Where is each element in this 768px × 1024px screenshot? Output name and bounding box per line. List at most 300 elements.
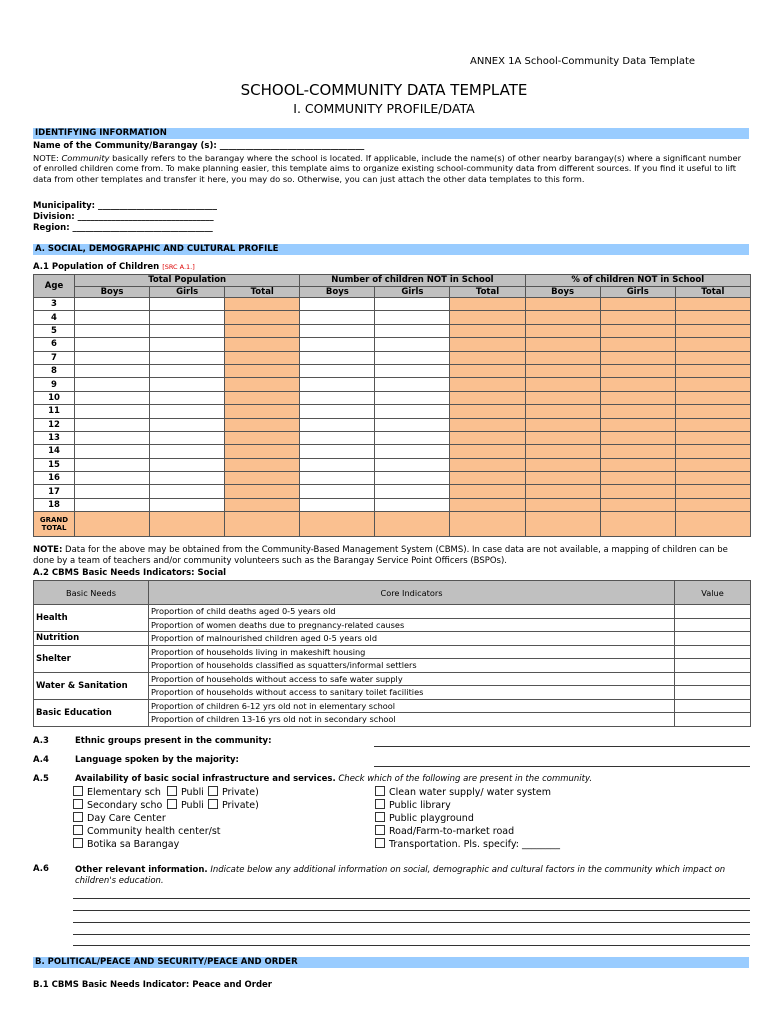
data-cell bbox=[600, 324, 675, 337]
data-cell bbox=[450, 391, 525, 404]
grand-total-cell bbox=[675, 512, 750, 537]
infrastructure-label: Elementary sch bbox=[87, 787, 161, 798]
core-indicator-cell: Proportion of households living in makeshift housing bbox=[149, 645, 675, 659]
infrastructure-label: Public playground bbox=[389, 813, 474, 824]
value-cell[interactable] bbox=[675, 713, 751, 727]
data-cell bbox=[225, 298, 300, 311]
grand-total-cell bbox=[225, 512, 300, 537]
data-cell bbox=[675, 391, 750, 404]
a1-note bbox=[33, 545, 751, 566]
age-cell: 18 bbox=[34, 498, 75, 511]
age-cell: 17 bbox=[34, 485, 75, 498]
data-cell bbox=[675, 405, 750, 418]
infrastructure-label: Road/Farm-to-market road bbox=[389, 826, 515, 837]
data-cell bbox=[225, 472, 300, 485]
core-indicator-cell: Proportion of child deaths aged 0-5 years old bbox=[149, 605, 675, 619]
data-cell[interactable] bbox=[150, 445, 225, 458]
data-cell bbox=[450, 405, 525, 418]
a5-label bbox=[75, 774, 592, 784]
data-cell bbox=[450, 378, 525, 391]
data-cell bbox=[525, 405, 600, 418]
a5-text: Availability of basic social infrastructure and services. bbox=[75, 774, 336, 784]
age-cell: 3 bbox=[34, 298, 75, 311]
grand-total-row bbox=[34, 512, 751, 537]
data-cell[interactable] bbox=[150, 485, 225, 498]
sub-header: Girls bbox=[150, 286, 225, 298]
data-cell[interactable] bbox=[150, 472, 225, 485]
grand-total-cell bbox=[525, 512, 600, 537]
data-cell[interactable] bbox=[300, 418, 375, 431]
sub-header: Total bbox=[675, 286, 750, 298]
age-row bbox=[34, 498, 751, 511]
indicator-row bbox=[34, 605, 751, 619]
grand-total-cell bbox=[600, 512, 675, 537]
grand-total-label: GRAND TOTAL bbox=[34, 512, 75, 537]
data-cell[interactable] bbox=[300, 445, 375, 458]
data-cell bbox=[525, 472, 600, 485]
data-cell bbox=[225, 324, 300, 337]
data-cell[interactable] bbox=[375, 378, 450, 391]
age-cell: 12 bbox=[34, 418, 75, 431]
infrastructure-item bbox=[73, 838, 263, 851]
note-prefix: NOTE: bbox=[33, 153, 62, 163]
data-cell[interactable] bbox=[300, 311, 375, 324]
population-table bbox=[33, 274, 751, 537]
grand-total-cell bbox=[75, 512, 150, 537]
age-cell: 15 bbox=[34, 458, 75, 471]
data-cell bbox=[525, 364, 600, 377]
data-cell[interactable] bbox=[75, 418, 150, 431]
data-cell[interactable] bbox=[375, 324, 450, 337]
data-cell bbox=[600, 391, 675, 404]
group-header: Number of children NOT in School bbox=[300, 275, 525, 287]
data-cell[interactable] bbox=[375, 458, 450, 471]
a3-input-line[interactable] bbox=[374, 746, 750, 747]
value-cell[interactable] bbox=[675, 618, 751, 632]
core-indicator-cell: Proportion of children 6-12 yrs old not in elementary school bbox=[149, 699, 675, 713]
a1-src: [SRC A.1.] bbox=[162, 263, 195, 271]
basic-needs-header: Basic Needs bbox=[34, 581, 149, 605]
data-cell[interactable] bbox=[300, 431, 375, 444]
infrastructure-label: Day Care Center bbox=[87, 813, 166, 824]
data-cell[interactable] bbox=[75, 351, 150, 364]
data-cell[interactable] bbox=[375, 418, 450, 431]
indicator-row bbox=[34, 699, 751, 713]
data-cell bbox=[450, 311, 525, 324]
age-row bbox=[34, 418, 751, 431]
infrastructure-label: Public library bbox=[389, 800, 451, 811]
data-cell bbox=[675, 311, 750, 324]
data-cell bbox=[525, 445, 600, 458]
section-a-heading: A. SOCIAL, DEMOGRAPHIC AND CULTURAL PROFILE bbox=[33, 244, 749, 255]
infrastructure-checkbox[interactable] bbox=[375, 825, 385, 835]
infrastructure-item bbox=[375, 799, 675, 812]
data-cell bbox=[675, 324, 750, 337]
age-row bbox=[34, 378, 751, 391]
data-cell bbox=[225, 351, 300, 364]
data-cell[interactable] bbox=[75, 498, 150, 511]
age-row bbox=[34, 458, 751, 471]
data-cell bbox=[225, 445, 300, 458]
age-cell: 6 bbox=[34, 338, 75, 351]
data-cell bbox=[525, 498, 600, 511]
data-cell bbox=[600, 498, 675, 511]
data-cell bbox=[600, 298, 675, 311]
data-cell[interactable] bbox=[375, 472, 450, 485]
data-cell[interactable] bbox=[75, 324, 150, 337]
data-cell[interactable] bbox=[375, 498, 450, 511]
data-cell bbox=[450, 298, 525, 311]
municipality-field[interactable]: Municipality: ____________________________ bbox=[33, 201, 218, 211]
data-cell bbox=[525, 391, 600, 404]
data-cell bbox=[225, 311, 300, 324]
age-cell: 14 bbox=[34, 445, 75, 458]
grand-total-cell bbox=[375, 512, 450, 537]
data-cell[interactable] bbox=[75, 364, 150, 377]
data-cell[interactable] bbox=[150, 364, 225, 377]
a6-label bbox=[75, 865, 745, 886]
private-checkbox[interactable] bbox=[208, 786, 218, 796]
data-cell[interactable] bbox=[75, 378, 150, 391]
public-checkbox[interactable] bbox=[167, 799, 177, 809]
infrastructure-label: Clean water supply/ water system bbox=[389, 787, 552, 798]
sub-header: Boys bbox=[300, 286, 375, 298]
age-cell: 8 bbox=[34, 364, 75, 377]
a1-label bbox=[33, 262, 195, 272]
data-cell bbox=[525, 298, 600, 311]
data-cell[interactable] bbox=[150, 351, 225, 364]
a1-text: A.1 Population of Children bbox=[33, 262, 163, 272]
data-cell[interactable] bbox=[375, 298, 450, 311]
data-cell bbox=[675, 485, 750, 498]
a6-hint: Indicate below any additional information on social, demographic and cultural factors in the community which impact on children's education. bbox=[75, 865, 726, 886]
basic-need-cell: Basic Education bbox=[34, 699, 149, 726]
a6-input-line[interactable] bbox=[73, 898, 750, 899]
data-cell bbox=[675, 364, 750, 377]
data-cell[interactable] bbox=[300, 472, 375, 485]
a6-input-line[interactable] bbox=[73, 910, 750, 911]
a1-note-bold: NOTE: bbox=[33, 545, 63, 555]
data-cell bbox=[450, 445, 525, 458]
sub-header: Girls bbox=[375, 286, 450, 298]
age-cell: 9 bbox=[34, 378, 75, 391]
data-cell[interactable] bbox=[300, 458, 375, 471]
data-cell[interactable] bbox=[375, 391, 450, 404]
data-cell[interactable] bbox=[75, 311, 150, 324]
data-cell[interactable] bbox=[300, 364, 375, 377]
value-cell[interactable] bbox=[675, 645, 751, 659]
note-body: basically refers to the barangay where the school is located. If applicable, include the name(s) of other nearby barangay(s) where a significant number of enrolled children come from. To make planning easier, this template aims to organize existing school-community data from different sources. If you find it useful to lift data from other templates and transfer it here, you may do so. Otherwise, you can just attach the other data templates to this form. bbox=[33, 153, 741, 184]
sub-header: Boys bbox=[525, 286, 600, 298]
a3-label: Ethnic groups present in the community: bbox=[75, 736, 272, 746]
infrastructure-label: Transportation. Pls. specify: ________ bbox=[389, 839, 561, 850]
data-cell[interactable] bbox=[300, 378, 375, 391]
core-indicator-cell: Proportion of households without access to safe water supply bbox=[149, 672, 675, 686]
data-cell bbox=[450, 485, 525, 498]
data-cell[interactable] bbox=[75, 472, 150, 485]
data-cell bbox=[525, 458, 600, 471]
value-cell[interactable] bbox=[675, 686, 751, 700]
data-cell bbox=[225, 458, 300, 471]
data-cell bbox=[600, 445, 675, 458]
data-cell[interactable] bbox=[300, 391, 375, 404]
basic-need-cell: Shelter bbox=[34, 645, 149, 672]
data-cell bbox=[675, 445, 750, 458]
a1-note-text: Data for the above may be obtained from the Community-Based Management System (CBMS). In case data are not available, a mapping of children can be done by a team of teachers and/or community volunteers such as the Barangay Service Point Officers (BSPOs). bbox=[33, 545, 728, 566]
data-cell[interactable] bbox=[150, 324, 225, 337]
infrastructure-right-list bbox=[375, 786, 675, 851]
data-cell bbox=[600, 431, 675, 444]
grand-total-cell bbox=[450, 512, 525, 537]
data-cell bbox=[525, 485, 600, 498]
data-cell bbox=[675, 378, 750, 391]
data-cell[interactable] bbox=[150, 418, 225, 431]
indicator-row bbox=[34, 672, 751, 686]
value-cell[interactable] bbox=[675, 699, 751, 713]
data-cell[interactable] bbox=[150, 378, 225, 391]
data-cell bbox=[525, 324, 600, 337]
data-cell bbox=[675, 458, 750, 471]
data-cell[interactable] bbox=[150, 405, 225, 418]
infrastructure-checkbox[interactable] bbox=[375, 786, 385, 796]
identifying-heading: IDENTIFYING INFORMATION bbox=[33, 128, 749, 139]
infrastructure-checkbox[interactable] bbox=[73, 838, 83, 848]
data-cell bbox=[225, 405, 300, 418]
a4-number: A.4 bbox=[33, 755, 49, 765]
infrastructure-checkbox[interactable] bbox=[375, 812, 385, 822]
core-indicator-cell: Proportion of malnourished children aged 0-5 years old bbox=[149, 632, 675, 646]
data-cell bbox=[225, 391, 300, 404]
data-cell bbox=[600, 378, 675, 391]
infrastructure-checkbox[interactable] bbox=[73, 799, 83, 809]
data-cell bbox=[525, 351, 600, 364]
data-cell[interactable] bbox=[375, 431, 450, 444]
data-cell[interactable] bbox=[75, 485, 150, 498]
data-cell[interactable] bbox=[150, 338, 225, 351]
age-cell: 4 bbox=[34, 311, 75, 324]
age-cell: 7 bbox=[34, 351, 75, 364]
group-header: Total Population bbox=[75, 275, 300, 287]
data-cell bbox=[675, 472, 750, 485]
core-indicators-header: Core Indicators bbox=[149, 581, 675, 605]
data-cell[interactable] bbox=[300, 298, 375, 311]
age-row bbox=[34, 472, 751, 485]
sub-header: Total bbox=[225, 286, 300, 298]
data-cell bbox=[525, 378, 600, 391]
infrastructure-item bbox=[375, 838, 675, 851]
data-cell bbox=[675, 418, 750, 431]
infrastructure-item bbox=[375, 825, 675, 838]
data-cell[interactable] bbox=[375, 311, 450, 324]
value-cell[interactable] bbox=[675, 632, 751, 646]
page-subtitle: I. COMMUNITY PROFILE/DATA bbox=[293, 101, 475, 116]
sub-header: Boys bbox=[75, 286, 150, 298]
private-label: Private) bbox=[222, 787, 259, 798]
infrastructure-item bbox=[73, 825, 263, 838]
basic-need-cell: Water & Sanitation bbox=[34, 672, 149, 699]
a6-number: A.6 bbox=[33, 864, 49, 874]
data-cell bbox=[600, 472, 675, 485]
data-cell bbox=[450, 338, 525, 351]
group-header: % of children NOT in School bbox=[525, 275, 750, 287]
data-cell[interactable] bbox=[375, 485, 450, 498]
a6-input-line[interactable] bbox=[73, 922, 750, 923]
infrastructure-item bbox=[375, 812, 675, 825]
indicator-row bbox=[34, 632, 751, 646]
infrastructure-checkbox[interactable] bbox=[73, 812, 83, 822]
data-cell[interactable] bbox=[150, 431, 225, 444]
infrastructure-checkbox[interactable] bbox=[375, 799, 385, 809]
data-cell bbox=[600, 458, 675, 471]
data-cell bbox=[600, 485, 675, 498]
data-cell[interactable] bbox=[300, 485, 375, 498]
age-row bbox=[34, 405, 751, 418]
grand-total-cell bbox=[300, 512, 375, 537]
a6-input-line[interactable] bbox=[73, 934, 750, 935]
data-cell bbox=[600, 405, 675, 418]
basic-need-cell: Nutrition bbox=[34, 632, 149, 646]
data-cell bbox=[225, 364, 300, 377]
age-header: Age bbox=[34, 275, 75, 298]
data-cell[interactable] bbox=[75, 445, 150, 458]
data-cell bbox=[600, 351, 675, 364]
a4-input-line[interactable] bbox=[374, 766, 750, 767]
infrastructure-label: Secondary scho bbox=[87, 800, 163, 811]
data-cell[interactable] bbox=[75, 338, 150, 351]
data-cell bbox=[225, 378, 300, 391]
data-cell bbox=[225, 498, 300, 511]
infrastructure-item bbox=[73, 812, 263, 825]
data-cell bbox=[675, 351, 750, 364]
age-row bbox=[34, 485, 751, 498]
data-cell[interactable] bbox=[300, 338, 375, 351]
data-cell[interactable] bbox=[75, 391, 150, 404]
indicators-table bbox=[33, 580, 751, 727]
data-cell bbox=[450, 351, 525, 364]
age-cell: 10 bbox=[34, 391, 75, 404]
a5-hint: Check which of the following are present in the community. bbox=[335, 774, 593, 784]
data-cell[interactable] bbox=[75, 405, 150, 418]
core-indicator-cell: Proportion of households without access to sanitary toilet facilities bbox=[149, 686, 675, 700]
grand-total-cell bbox=[150, 512, 225, 537]
data-cell bbox=[525, 338, 600, 351]
division-field[interactable]: Division: ________________________________ bbox=[33, 212, 214, 222]
data-cell[interactable] bbox=[375, 351, 450, 364]
data-cell[interactable] bbox=[300, 405, 375, 418]
age-row bbox=[34, 338, 751, 351]
data-cell bbox=[600, 364, 675, 377]
school-type-row-1 bbox=[167, 786, 265, 812]
data-cell bbox=[675, 498, 750, 511]
data-cell[interactable] bbox=[150, 311, 225, 324]
core-indicator-cell: Proportion of households classified as squatters/informal settlers bbox=[149, 659, 675, 673]
infrastructure-checkbox[interactable] bbox=[375, 838, 385, 848]
data-cell bbox=[450, 472, 525, 485]
data-cell[interactable] bbox=[75, 431, 150, 444]
value-cell[interactable] bbox=[675, 605, 751, 619]
age-row bbox=[34, 391, 751, 404]
a6-text: Other relevant information. bbox=[75, 865, 208, 875]
data-cell bbox=[600, 338, 675, 351]
public-label: Publi bbox=[181, 800, 204, 811]
data-cell[interactable] bbox=[375, 405, 450, 418]
data-cell[interactable] bbox=[150, 298, 225, 311]
data-cell[interactable] bbox=[150, 391, 225, 404]
data-cell bbox=[525, 311, 600, 324]
public-label: Publi bbox=[181, 787, 204, 798]
a4-label: Language spoken by the majority: bbox=[75, 755, 239, 765]
data-cell[interactable] bbox=[375, 364, 450, 377]
infrastructure-item bbox=[375, 786, 675, 799]
data-cell[interactable] bbox=[150, 458, 225, 471]
age-row bbox=[34, 324, 751, 337]
value-cell[interactable] bbox=[675, 659, 751, 673]
data-cell[interactable] bbox=[75, 458, 150, 471]
age-cell: 5 bbox=[34, 324, 75, 337]
age-cell: 16 bbox=[34, 472, 75, 485]
community-name-field[interactable]: Name of the Community/Barangay (s): __________________________________ bbox=[33, 141, 365, 151]
data-cell bbox=[675, 431, 750, 444]
data-cell[interactable] bbox=[150, 498, 225, 511]
data-cell bbox=[450, 431, 525, 444]
sub-header: Total bbox=[450, 286, 525, 298]
age-row bbox=[34, 298, 751, 311]
core-indicator-cell: Proportion of women deaths due to pregnancy-related causes bbox=[149, 618, 675, 632]
data-cell[interactable] bbox=[300, 498, 375, 511]
data-cell[interactable] bbox=[375, 338, 450, 351]
infrastructure-checkbox[interactable] bbox=[73, 786, 83, 796]
data-cell[interactable] bbox=[300, 324, 375, 337]
data-cell bbox=[525, 431, 600, 444]
region-field[interactable]: Region: _________________________________ bbox=[33, 223, 213, 233]
section-b-heading: B. POLITICAL/PEACE AND SECURITY/PEACE AND ORDER bbox=[33, 957, 749, 968]
infrastructure-checkbox[interactable] bbox=[73, 825, 83, 835]
data-cell bbox=[450, 498, 525, 511]
age-cell: 11 bbox=[34, 405, 75, 418]
age-row bbox=[34, 431, 751, 444]
data-cell bbox=[600, 311, 675, 324]
note-community: Community bbox=[61, 153, 110, 163]
age-row bbox=[34, 351, 751, 364]
private-checkbox[interactable] bbox=[208, 799, 218, 809]
age-row bbox=[34, 364, 751, 377]
a6-input-line[interactable] bbox=[73, 945, 750, 946]
data-cell bbox=[450, 364, 525, 377]
data-cell[interactable] bbox=[375, 445, 450, 458]
data-cell bbox=[225, 431, 300, 444]
data-cell[interactable] bbox=[300, 351, 375, 364]
age-row bbox=[34, 311, 751, 324]
a3-number: A.3 bbox=[33, 736, 49, 746]
basic-need-cell: Health bbox=[34, 605, 149, 632]
data-cell bbox=[225, 338, 300, 351]
data-cell bbox=[525, 418, 600, 431]
a5-number: A.5 bbox=[33, 774, 49, 784]
sub-header: Girls bbox=[600, 286, 675, 298]
data-cell bbox=[450, 324, 525, 337]
age-row bbox=[34, 445, 751, 458]
value-header: Value bbox=[675, 581, 751, 605]
identifying-note bbox=[33, 153, 751, 184]
infrastructure-label: Botika sa Barangay bbox=[87, 839, 180, 850]
b1-label: B.1 CBMS Basic Needs Indicator: Peace and Order bbox=[33, 980, 272, 990]
age-cell: 13 bbox=[34, 431, 75, 444]
data-cell[interactable] bbox=[75, 298, 150, 311]
data-cell bbox=[450, 458, 525, 471]
data-cell bbox=[225, 485, 300, 498]
value-cell[interactable] bbox=[675, 672, 751, 686]
public-checkbox[interactable] bbox=[167, 786, 177, 796]
